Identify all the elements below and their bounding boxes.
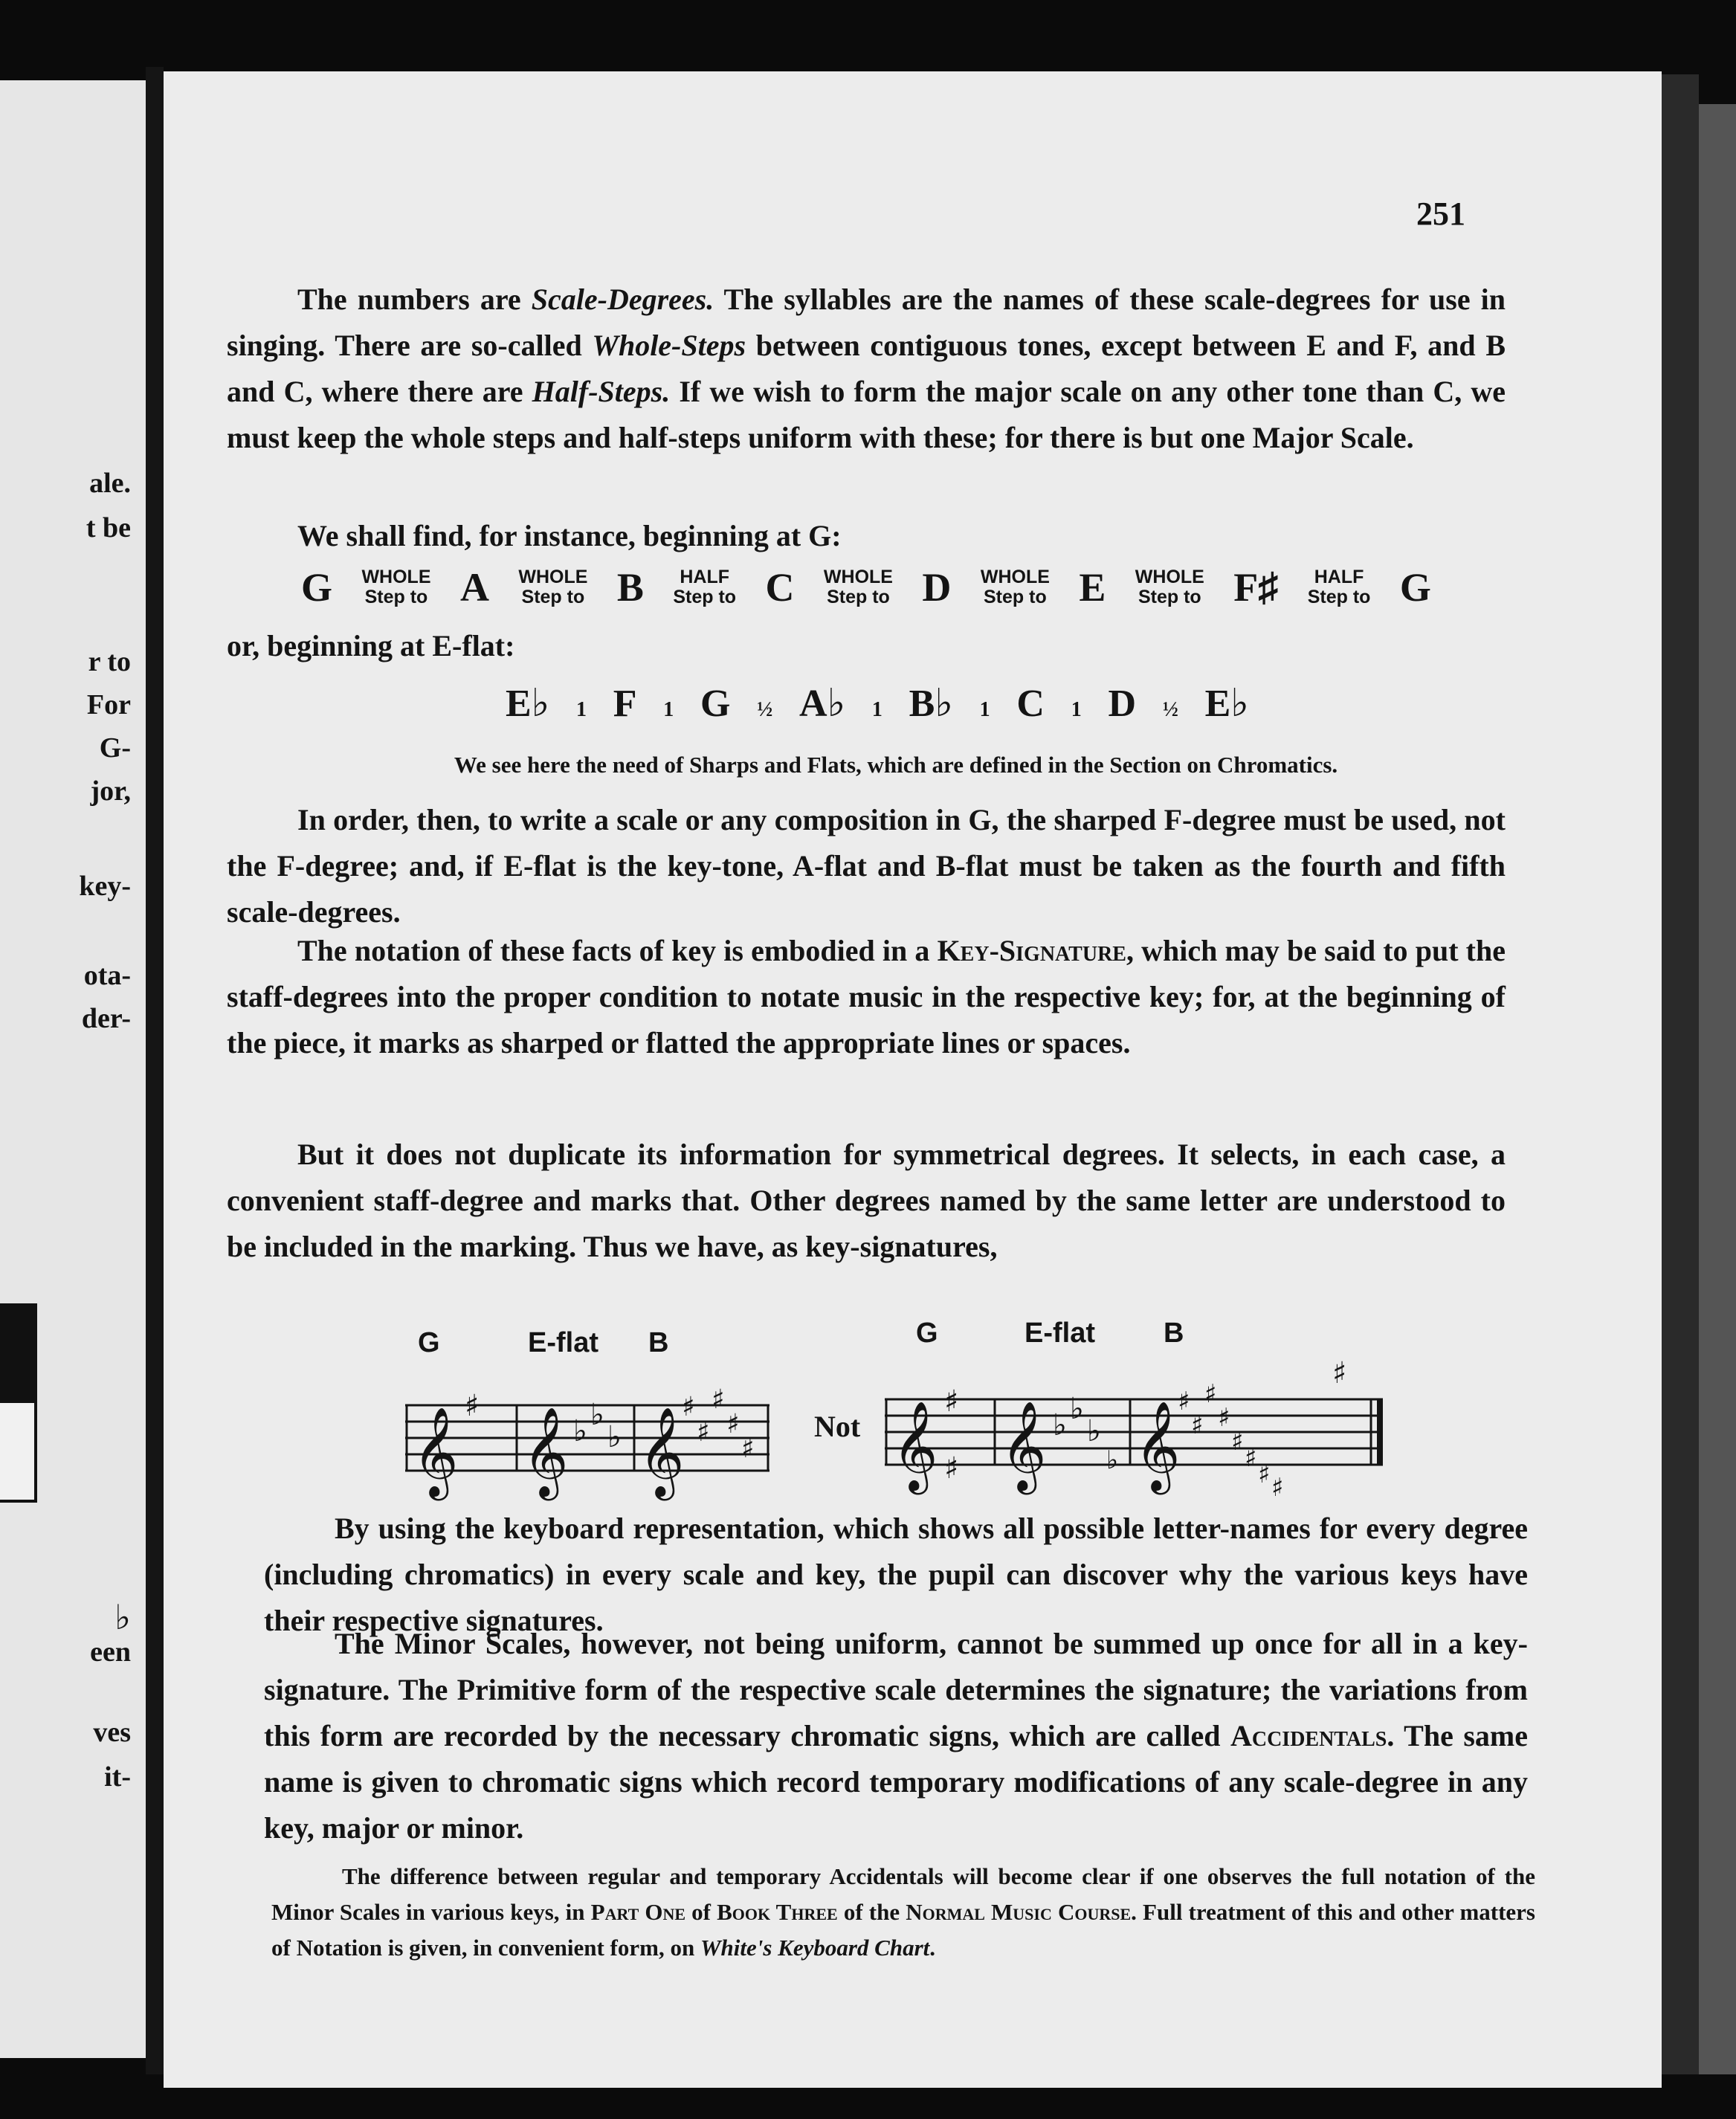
- left-page-text: ota-: [83, 960, 131, 991]
- scale-note: C: [1016, 683, 1045, 725]
- g-major-scale-steps: [301, 550, 1431, 625]
- page-edge: [1699, 104, 1736, 2074]
- not-label: Not: [814, 1410, 861, 1443]
- scale-note: G: [301, 565, 333, 610]
- eflat-major-scale: [506, 680, 1249, 747]
- treble-clef-icon: 𝄞: [523, 1406, 569, 1497]
- left-page-text: key-: [79, 871, 131, 902]
- sharp-icon: ♯: [711, 1384, 725, 1415]
- treble-clef-icon: 𝄞: [413, 1406, 459, 1497]
- sharp-icon: ♯: [465, 1389, 480, 1423]
- sharp-icon: ♯: [1204, 1379, 1217, 1409]
- paragraph-symmetrical-degrees: But it does not duplicate its information for symmetrical degrees. It selects, in each case, a convenient staff-degree and marks that. Other degrees named by the same letter are understood to be included in the marking. Thus we have, as key-signatures,: [227, 1138, 1506, 1263]
- scale-note: E♭: [506, 683, 550, 725]
- left-page-text: ale.: [89, 468, 131, 499]
- sharp-icon: ♯: [726, 1409, 740, 1439]
- scale-note: F♯: [1233, 565, 1279, 610]
- flat-icon: ♭: [1053, 1408, 1067, 1442]
- step-label: HALF Step to: [1307, 567, 1371, 607]
- step-interval: 1: [979, 698, 990, 721]
- book-gutter: [146, 67, 164, 2074]
- paragraph-write-scale: In order, then, to write a scale or any composition in G, the sharped F-degree must be used, not the F-degree; and, if E-flat is the key-tone, A-flat and B-flat must be taken as the fourth and fifth scale-degrees.: [227, 803, 1506, 929]
- sharp-icon: ♯: [697, 1417, 710, 1448]
- scale-note: G: [700, 683, 731, 725]
- sharp-icon: ♯: [682, 1392, 695, 1422]
- left-page-text: r to: [88, 646, 131, 677]
- scale-note: A♭: [799, 683, 846, 725]
- treble-clef-icon: 𝄞: [1135, 1400, 1181, 1491]
- flat-icon: ♭: [590, 1398, 604, 1432]
- left-page-text: t be: [85, 512, 131, 544]
- step-interval: ½: [757, 698, 773, 721]
- scale-note: E♭: [1204, 683, 1249, 725]
- step-label: HALF Step to: [673, 567, 737, 607]
- step-label: WHOLE Step to: [518, 567, 588, 607]
- step-label: WHOLE Step to: [361, 567, 431, 607]
- paragraph-begin-g: We shall find, for instance, beginning at G:: [297, 519, 842, 552]
- paragraph-keyboard: By using the keyboard representation, which shows all possible letter-names for every degree (including chromatics) in every scale and key, the pupil can discover why the various keys have their respective signatures.: [264, 1512, 1528, 1637]
- page-edge: [1662, 74, 1699, 2074]
- sharp-icon: ♯: [1178, 1387, 1190, 1416]
- sharp-icon: ♯: [1258, 1460, 1271, 1489]
- scale-note: B: [616, 565, 644, 610]
- left-page-text: ♭: [114, 1599, 131, 1636]
- flat-icon: ♭: [573, 1414, 587, 1448]
- key-label: G: [916, 1317, 938, 1349]
- step-label: WHOLE Step to: [823, 567, 893, 607]
- key-label: B: [1164, 1317, 1184, 1349]
- flat-icon: ♭: [1087, 1414, 1101, 1448]
- scale-note: E: [1079, 565, 1106, 610]
- sharp-icon: ♯: [1271, 1473, 1284, 1503]
- flat-icon: ♭: [1070, 1392, 1084, 1426]
- correct-key-signatures-staff: [405, 1383, 777, 1502]
- sharp-icon: ♯: [944, 1384, 959, 1419]
- scale-note: D: [1108, 683, 1137, 725]
- footnote-accidentals: The difference between regular and temporary Accidentals will become clear if one observes the full notation of the Minor Scales in various keys, in Part One of Book Three of the Normal Music Course. Full treatment of this and other matters of Notation is given, in convenient form, on White's Keyboard Chart.: [271, 1863, 1535, 1961]
- scale-note: D: [922, 565, 952, 610]
- scale-note: A: [459, 565, 489, 610]
- left-page-text: G-: [99, 732, 131, 764]
- scale-note: C: [765, 565, 795, 610]
- sharp-icon: ♯: [1191, 1410, 1204, 1440]
- step-interval: 1: [575, 698, 587, 721]
- sharp-icon: ♯: [1231, 1427, 1244, 1457]
- treble-clef-icon: 𝄞: [1001, 1400, 1047, 1491]
- sharp-icon: ♯: [1332, 1356, 1347, 1390]
- left-page-text: ves: [93, 1717, 131, 1748]
- key-label: B: [648, 1327, 669, 1358]
- left-page-text: der-: [81, 1003, 131, 1034]
- key-label: E-flat: [1025, 1317, 1095, 1349]
- step-label: WHOLE Step to: [1135, 567, 1204, 607]
- note-sharps-flats: We see here the need of Sharps and Flats, which are defined in the Section on Chromatics.: [454, 752, 1338, 778]
- step-interval: 1: [1071, 698, 1082, 721]
- sharp-icon: ♯: [1245, 1443, 1257, 1473]
- scale-note: G: [1399, 565, 1431, 610]
- paragraph-scale-degrees: The numbers are Scale-Degrees. The syllables are the names of these scale-degrees for use in singing. There are so-called Whole-Steps between contiguous tones, except between E and F, and B and C, where there are Half-Steps. If we wish to form the major scale on any other tone than C, we must keep the whole steps and half-steps uniform with these; for there is but one Major Scale.: [227, 283, 1506, 454]
- step-interval: ½: [1162, 698, 1178, 721]
- sharp-icon: ♯: [1218, 1403, 1230, 1433]
- left-page-fragment: [0, 80, 146, 2058]
- left-page-figure: [0, 1303, 37, 1503]
- left-page-text: it-: [104, 1761, 131, 1793]
- key-label: E-flat: [528, 1327, 598, 1358]
- left-page-text: een: [90, 1636, 131, 1668]
- paragraph-minor-scales: The Minor Scales, however, not being uniform, cannot be summed up once for all in a key-signature. The Primitive form of the respective scale determines the signature; the variations from this form are recorded by the necessary chromatic signs, which are called Accidentals. The same name is given to chromatic signs which record temporary modifications of any scale-degree in any key, major or minor.: [264, 1627, 1528, 1845]
- key-label: G: [418, 1327, 440, 1358]
- scale-note: F: [613, 683, 637, 725]
- paragraph-key-signature: The notation of these facts of key is embodied in a Key-Signature, which may be said to put the staff-degrees into the proper condition to notate music in the respective key; for, at the beginning of the piece, it marks as sharped or flatted the appropriate lines or spaces.: [227, 934, 1506, 1060]
- page-number: 251: [1416, 196, 1465, 232]
- step-interval: 1: [871, 698, 882, 721]
- left-page-text: jor,: [90, 775, 131, 807]
- scale-note: B♭: [909, 683, 953, 725]
- step-interval: 1: [663, 698, 674, 721]
- flat-icon: ♭: [1106, 1445, 1119, 1475]
- incorrect-key-signatures-staff: [885, 1338, 1398, 1509]
- treble-clef-icon: 𝄞: [639, 1406, 685, 1497]
- sharp-icon: ♯: [741, 1433, 755, 1464]
- flat-icon: ♭: [607, 1420, 622, 1454]
- treble-clef-icon: 𝄞: [892, 1400, 938, 1491]
- paragraph-begin-eflat: or, beginning at E-flat:: [227, 629, 515, 662]
- step-label: WHOLE Step to: [980, 567, 1050, 607]
- left-page-text: For: [86, 689, 131, 720]
- sharp-icon: ♯: [944, 1451, 959, 1486]
